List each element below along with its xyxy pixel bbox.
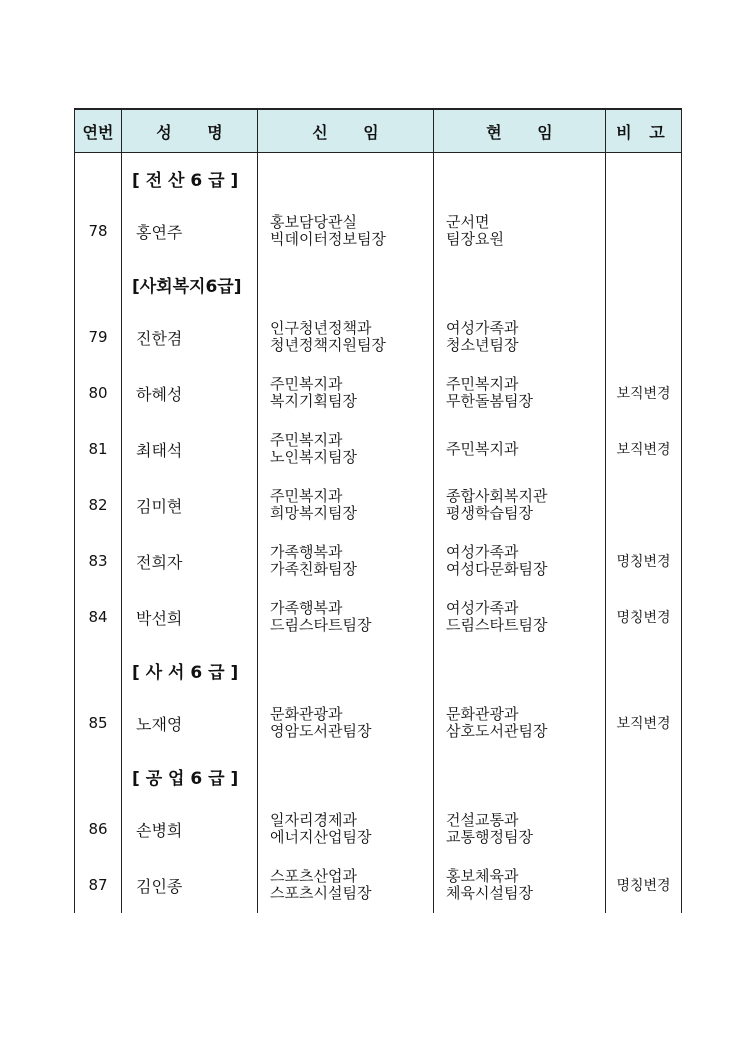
new-team-position: 가족친화팀장 [270,560,357,578]
current-department: 종합사회복지관 [446,487,548,505]
new-department: 일자리경제과 [270,811,357,829]
new-post-cell [258,589,434,645]
section-row [75,645,682,695]
header-new-post: 신 임 [258,109,434,153]
row-number: 86 [75,801,122,857]
current-post-cell [434,365,606,421]
row-number: 87 [75,857,122,913]
new-department: 인구청년정책과 [270,319,372,337]
new-post-cell [258,801,434,857]
section-label: [ 전 산 6 급 ] [122,153,258,204]
note-cell: 보직변경 [606,695,682,751]
new-post-cell [258,857,434,913]
row-number: 79 [75,309,122,365]
table-row [75,857,682,913]
current-team-position: 청소년팀장 [446,336,519,354]
table-row [75,801,682,857]
note-cell: 보직변경 [606,365,682,421]
section-empty-cell [434,645,606,695]
current-department: 여성가족과 [446,599,519,617]
section-empty-cell [434,259,606,309]
header-current-post: 현 임 [434,109,606,153]
current-department: 건설교통과 [446,811,519,829]
current-team-position: 팀장요원 [446,230,504,248]
table-header-row [75,109,682,153]
section-empty-cell [606,153,682,204]
new-post-cell [258,309,434,365]
person-name: 진한겸 [122,309,258,365]
new-department: 문화관광과 [270,705,343,723]
new-team-position: 희망복지팀장 [270,504,357,522]
new-post-cell [258,695,434,751]
personnel-table [74,108,682,913]
table-row [75,477,682,533]
new-post-cell [258,477,434,533]
row-number: 83 [75,533,122,589]
note-cell: 보직변경 [606,421,682,477]
section-row [75,259,682,309]
table-row [75,309,682,365]
new-team-position: 빅데이터정보팀장 [270,230,386,248]
section-empty-cell [606,645,682,695]
current-team-position: 평생학습팀장 [446,504,533,522]
person-name: 손병희 [122,801,258,857]
current-post-cell [434,421,606,477]
new-team-position: 복지기획팀장 [270,392,357,410]
section-empty-cell [434,751,606,801]
new-department: 주민복지과 [270,431,343,449]
new-department: 가족행복과 [270,599,343,617]
section-label: [ 사 서 6 급 ] [122,645,258,695]
current-post-cell [434,801,606,857]
header-note: 비 고 [606,109,682,153]
section-row [75,751,682,801]
table-row [75,203,682,259]
current-department: 주민복지과 [446,375,519,393]
table-row [75,589,682,645]
new-department: 주민복지과 [270,375,343,393]
row-number: 80 [75,365,122,421]
section-label: [ 공 업 6 급 ] [122,751,258,801]
table-body [75,153,682,914]
section-empty-cell [75,259,122,309]
current-post-cell [434,695,606,751]
current-post-cell [434,857,606,913]
section-empty-cell [258,153,434,204]
row-number: 82 [75,477,122,533]
section-empty-cell [606,751,682,801]
section-empty-cell [258,645,434,695]
section-empty-cell [75,751,122,801]
row-number: 78 [75,203,122,259]
table-row [75,533,682,589]
current-post-cell [434,203,606,259]
note-cell: 명칭변경 [606,533,682,589]
table-row [75,695,682,751]
note-cell [606,477,682,533]
section-empty-cell [75,153,122,204]
new-team-position: 영암도서관팀장 [270,722,372,740]
table-row [75,365,682,421]
row-number: 84 [75,589,122,645]
new-department: 홍보담당관실 [270,213,357,231]
new-department: 스포츠산업과 [270,867,357,885]
new-post-cell [258,203,434,259]
current-post-cell [434,533,606,589]
person-name: 김인종 [122,857,258,913]
note-cell [606,801,682,857]
current-department: 홍보체육과 [446,867,519,885]
current-team-position: 무한돌봄팀장 [446,392,533,410]
current-department: 주민복지과 [446,439,519,458]
section-empty-cell [75,645,122,695]
new-post-cell [258,365,434,421]
note-cell: 명칭변경 [606,589,682,645]
new-team-position: 노인복지팀장 [270,448,357,466]
person-name: 노재영 [122,695,258,751]
new-team-position: 청년정책지원팀장 [270,336,386,354]
current-team-position: 체육시설팀장 [446,884,533,902]
note-cell: 명칭변경 [606,857,682,913]
new-team-position: 드림스타트팀장 [270,616,372,634]
person-name: 전희자 [122,533,258,589]
current-post-cell [434,309,606,365]
current-department: 여성가족과 [446,543,519,561]
note-cell [606,203,682,259]
new-post-cell [258,421,434,477]
person-name: 하혜성 [122,365,258,421]
header-no: 연번 [75,109,122,153]
note-cell [606,309,682,365]
current-department: 군서면 [446,213,490,231]
current-team-position: 교통행정팀장 [446,828,533,846]
current-team-position: 삼호도서관팀장 [446,722,548,740]
current-post-cell [434,589,606,645]
new-department: 주민복지과 [270,487,343,505]
section-row [75,153,682,204]
section-empty-cell [606,259,682,309]
current-post-cell [434,477,606,533]
current-department: 여성가족과 [446,319,519,337]
current-team-position: 여성다문화팀장 [446,560,548,578]
current-department: 문화관광과 [446,705,519,723]
new-post-cell [258,533,434,589]
section-empty-cell [434,153,606,204]
new-team-position: 스포츠시설팀장 [270,884,372,902]
row-number: 81 [75,421,122,477]
section-empty-cell [258,751,434,801]
person-name: 최태석 [122,421,258,477]
person-name: 김미현 [122,477,258,533]
row-number: 85 [75,695,122,751]
person-name: 홍연주 [122,203,258,259]
header-name: 성 명 [122,109,258,153]
table-row [75,421,682,477]
person-name: 박선희 [122,589,258,645]
new-department: 가족행복과 [270,543,343,561]
section-empty-cell [258,259,434,309]
section-label: [사회복지6급] [122,259,258,309]
new-team-position: 에너지산업팀장 [270,828,372,846]
current-team-position: 드림스타트팀장 [446,616,548,634]
